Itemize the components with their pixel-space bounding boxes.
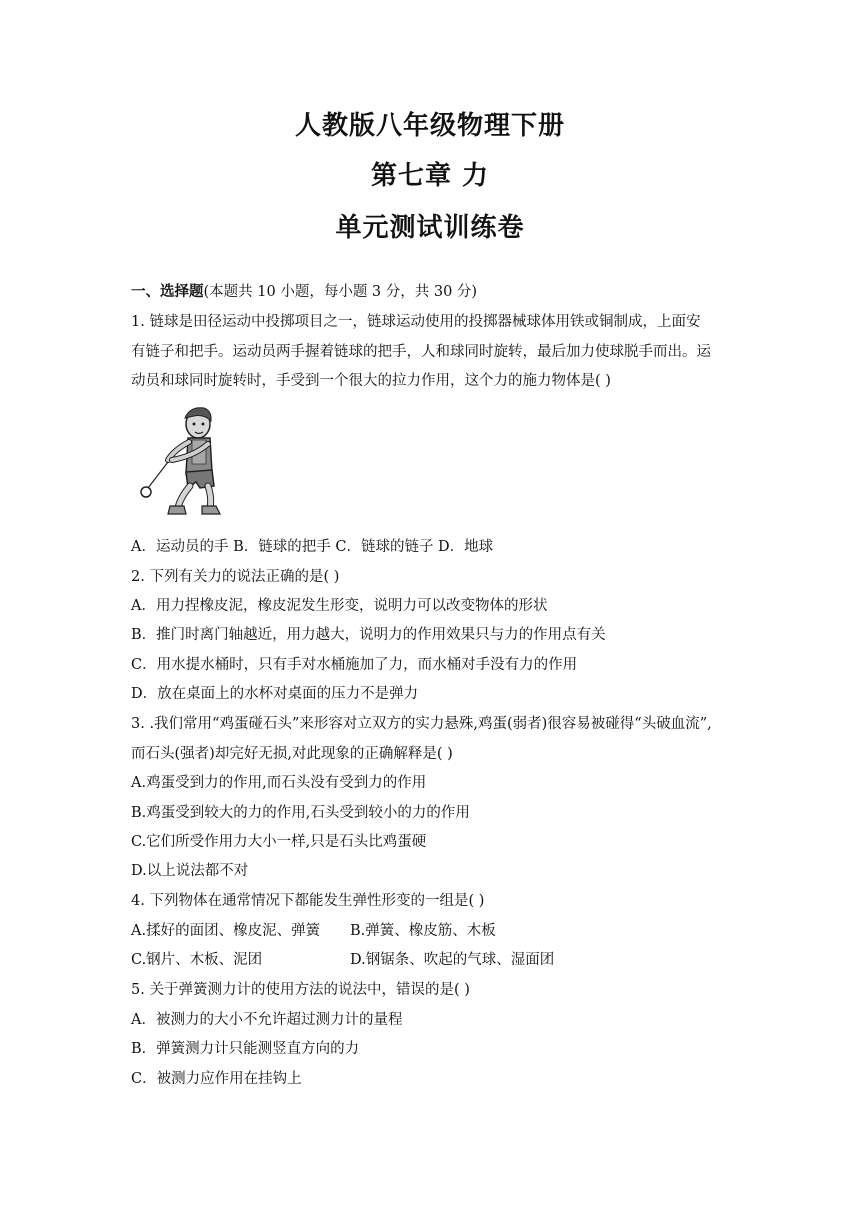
q3-option-c: C.它们所受作用力大小一样,只是石头比鸡蛋硬 — [131, 834, 427, 850]
chapter-title: 第七章 力 — [370, 161, 490, 191]
section-note: (本题共 10 小题，每小题 3 分，共 30 分) — [203, 284, 478, 300]
q5-option-b: B．弹簧测力计只能测竖直方向的力 — [131, 1041, 360, 1057]
q4-option-c: C.钢片、木板、泥团 — [131, 952, 263, 968]
section-heading — [131, 282, 751, 302]
q3-option-a: A.鸡蛋受到力的作用,而石头没有受到力的作用 — [131, 775, 427, 791]
hammer-thrower-illustration — [134, 402, 230, 522]
q2-option-d: D．放在桌面上的水杯对桌面的压力不是弹力 — [131, 686, 419, 702]
q2-option-b: B．推门时离门轴越近，用力越大，说明力的作用效果只与力的作用点有关 — [131, 627, 606, 643]
q3-line2: 而石头(强者)却完好无损,对此现象的正确解释是( ) — [131, 746, 453, 762]
q1-line1: 1. 链球是田径运动中投掷项目之一，链球运动使用的投掷器械球体用铁或铜制成，上面安 — [131, 314, 701, 330]
q3-option-d: D.以上说法都不对 — [131, 863, 249, 879]
q1-line3: 动员和球同时旋转时，手受到一个很大的拉力作用，这个力的施力物体是( ) — [131, 373, 611, 389]
q4-options-row1 — [131, 921, 751, 941]
q4-option-a: A.揉好的面团、橡皮泥、弹簧 — [131, 923, 321, 939]
q4-stem: 4. 下列物体在通常情况下都能发生弹性形变的一组是( ) — [131, 893, 485, 909]
test-title: 单元测试训练卷 — [335, 213, 525, 243]
q4-option-d: D.钢锯条、吹起的气球、湿面团 — [350, 952, 555, 968]
q2-option-c: C．用水提水桶时，只有手对水桶施加了力，而水桶对手没有力的作用 — [131, 657, 578, 673]
q5-stem: 5. 关于弹簧测力计的使用方法的说法中，错误的是( ) — [131, 982, 470, 998]
q1-line2: 有链子和把手。运动员两手握着链球的把手，人和球同时旋转，最后加力使球脱手而出。运 — [131, 344, 711, 360]
q4-option-b: B.弹簧、橡皮筋、木板 — [350, 923, 496, 939]
document-title: 人教版八年级物理下册 — [294, 111, 565, 141]
q4-options-row2 — [131, 950, 751, 970]
q5-option-c: C．被测力应作用在挂钩上 — [131, 1071, 302, 1087]
q2-stem: 2. 下列有关力的说法正确的是( ) — [131, 569, 340, 585]
q5-option-a: A．被测力的大小不允许超过测力计的量程 — [131, 1012, 403, 1028]
q2-option-a: A．用力捏橡皮泥，橡皮泥发生形变，说明力可以改变物体的形状 — [131, 598, 548, 614]
q1-options: A．运动员的手 B．链球的把手 C．链球的链子 D．地球 — [131, 539, 494, 555]
section-label: 一、选择题 — [131, 284, 204, 300]
q3-option-b: B.鸡蛋受到较大的力的作用,石头受到较小的力的作用 — [131, 805, 470, 821]
q3-line1: 3. .我们常用“鸡蛋碰石头”来形容对立双方的实力悬殊,鸡蛋(弱者)很容易被碰得“头破血流”, — [131, 716, 712, 732]
